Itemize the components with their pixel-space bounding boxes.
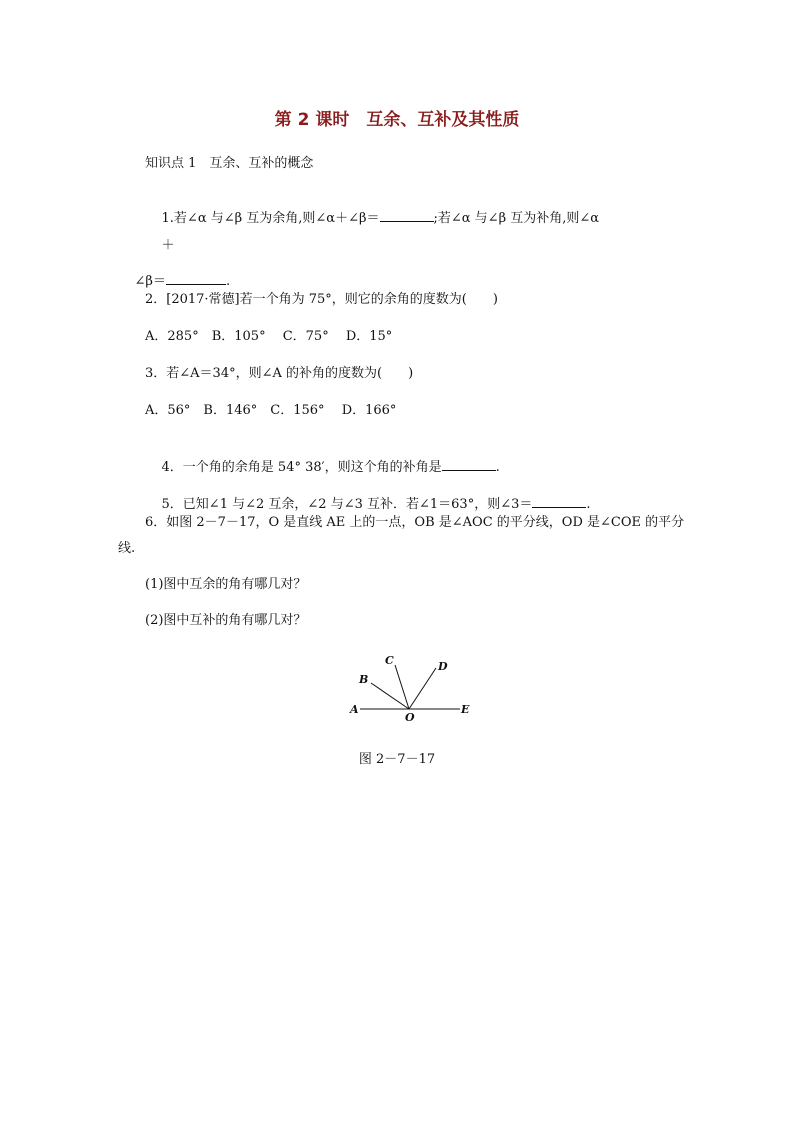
question-1-text-a: 1.若∠α 与∠β 互为余角,则∠α＋∠β＝ — [161, 211, 380, 226]
ray-oc — [395, 665, 409, 709]
question-6-line-2: 线. — [118, 541, 136, 556]
section-heading: 知识点 1 互余、互补的概念 — [145, 156, 314, 171]
question-6-sub-2: (2)图中互补的角有哪几对？ — [145, 613, 307, 628]
ray-ob — [371, 683, 409, 709]
answer-blank[interactable] — [442, 458, 496, 471]
question-5-stem: 5．已知∠1 与∠2 互余，∠2 与∠3 互补．若∠1＝63°，则∠3＝ — [161, 497, 533, 512]
answer-blank[interactable] — [532, 495, 586, 508]
label-e: E — [461, 703, 470, 716]
question-1-line-1 — [145, 191, 599, 246]
question-5-end: . — [586, 497, 591, 512]
answer-blank[interactable] — [380, 209, 434, 222]
label-a: A — [350, 703, 359, 716]
question-6-sub-1: (1)图中互余的角有哪几对？ — [145, 577, 307, 592]
question-6-line-1: 6．如图 2－7－17，O 是直线 AE 上的一点，OB 是∠AOC 的平分线，OD 是∠COE 的平分 — [145, 515, 685, 530]
label-d: D — [438, 660, 448, 673]
label-b: B — [359, 673, 369, 686]
question-1-text-d: ∠β＝ — [134, 274, 166, 289]
question-1-text-e: . — [225, 274, 231, 289]
question-1-text-c: ＋ — [161, 238, 175, 253]
answer-blank[interactable] — [166, 272, 226, 285]
label-c: C — [385, 654, 394, 667]
question-4-end: . — [495, 460, 500, 475]
angle-figure — [340, 650, 480, 725]
figure-caption: 图 2－7－17 — [358, 752, 436, 767]
question-4-stem: 4．一个角的余角是 54° 38′，则这个角的补角是 — [161, 460, 442, 475]
question-3-stem: 3．若∠A＝34°，则∠A 的补角的度数为( ) — [145, 366, 414, 381]
question-1-text-b: ;若∠α 与∠β 互为补角,则∠α — [433, 211, 600, 226]
question-2-options: A．285° B．105° C．75° D．15° — [145, 329, 393, 344]
label-o: O — [405, 711, 415, 724]
page-title: 第 2 课时 互余、互补及其性质 — [274, 110, 520, 130]
ray-od — [409, 668, 436, 709]
question-3-options: A．56° B．146° C．156° D．166° — [145, 403, 397, 418]
question-2-stem: 2．[2017·常德]若一个角为 75°，则它的余角的度数为( ) — [145, 292, 498, 307]
